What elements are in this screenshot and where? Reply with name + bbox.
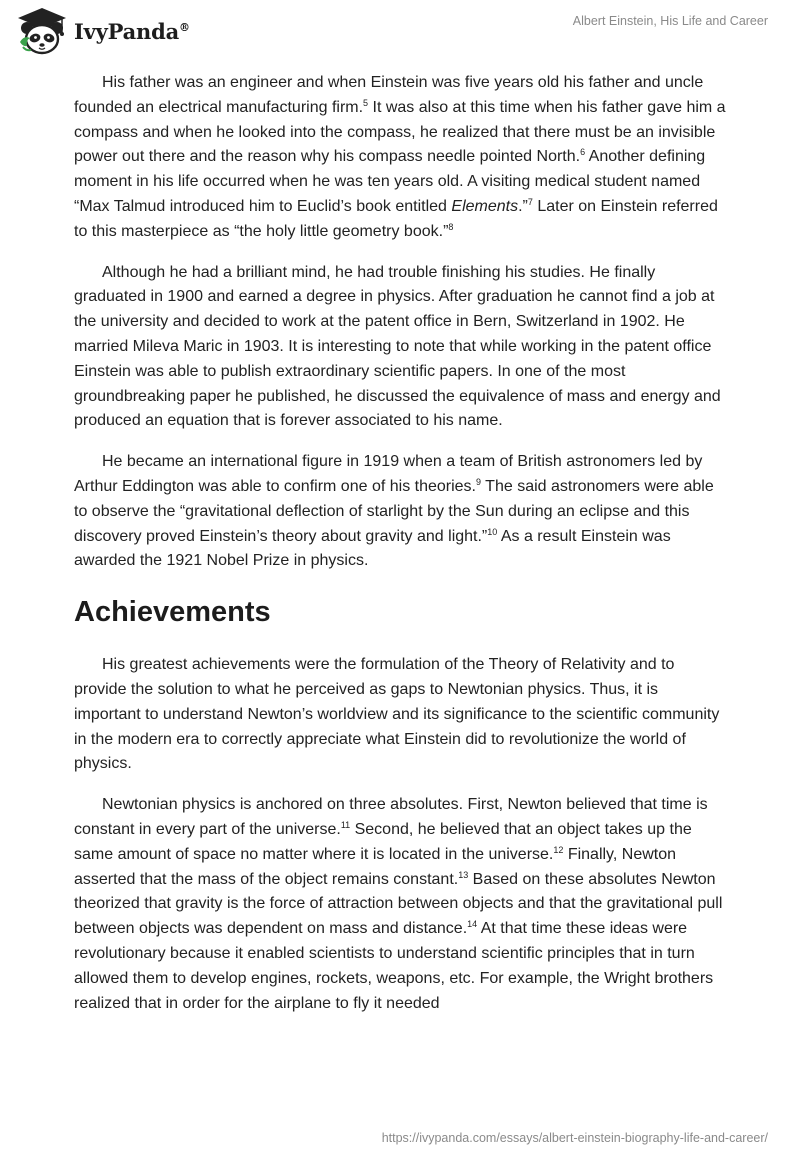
logo-text: IvyPanda®: [74, 18, 190, 44]
text-run: His father was an engineer and when Einstein was five years old his father and uncle founded an electrical manufacturing firm.: [74, 74, 704, 116]
text-run: He became an international figure in 1919 when a team of British astronomers led by Arthur Eddington was able to confirm one of his theories.: [74, 453, 703, 495]
text-run: .”: [518, 197, 528, 215]
text-run: As a result Einstein was awarded the 1921 Nobel Prize in physics.: [74, 527, 671, 570]
footnote-ref: 10: [487, 526, 498, 537]
text-run: Newtonian physics is anchored on three absolutes. First, Newton believed that time is constant in every part of the universe.: [74, 796, 708, 838]
text-run: Although he had a brilliant mind, he had trouble finishing his studies. He finally graduated in 1900 and earned a degree in physics. After graduation he cannot find a job at the university and decided to work at the patent office in Bern, Switzerland in 1902. He married Mileva Maric in 1903. It is interesting to note that while working in the patent office Einstein was able to publish extraordinary scientific papers. In one of the most groundbreaking paper he published, he discussed the equivalence of mass and energy and produced an equation that is forever associated to his name.: [74, 263, 721, 430]
section-heading: Achievements: [74, 596, 271, 629]
footnote-ref: 8: [448, 221, 454, 232]
text-run: The said astronomers were able to observe the “gravitational deflection of starlight by the Sun during an eclipse and this discovery proved Einstein’s theory about gravity and light.”: [74, 477, 714, 545]
text-run: His greatest achievements were the formulation of the Theory of Relativity and to provide the solution to what he perceived as gaps to Newtonian physics. Thus, it is important to understand Newton’s worldview and its significance to the scientific community in the modern era to correctly appreciate what Einstein did to revolutionize the world of physics.: [74, 656, 720, 773]
ivypanda-logo[interactable]: [14, 6, 190, 56]
text-run: It was also at this time when his father gave him a compass and when he looked into the compass, he realized that there must be an invisible power out there and the reason why his compass needle pointed North.: [74, 98, 726, 166]
paragraph: [74, 450, 728, 574]
paragraph: [74, 261, 728, 435]
text-run: Finally, Newton asserted that the mass of the object remains constant.: [74, 845, 677, 888]
footnote-ref: 5: [363, 97, 369, 108]
source-url[interactable]: https://ivypanda.com/essays/albert-einstein-biography-life-and-career/: [381, 1131, 768, 1145]
footnote-ref: 7: [527, 196, 533, 207]
footnote-ref: 11: [340, 819, 351, 830]
registered-mark: ®: [179, 20, 190, 34]
book-title: Elements: [451, 197, 519, 215]
text-run: Later on Einstein referred to this masterpiece as “the holy little geometry book.”: [74, 197, 718, 240]
panda-graduate-icon: [14, 6, 70, 56]
paragraph: [74, 71, 728, 245]
text-run: Another defining moment in his life occurred when he was ten years old. A visiting medical student named “Max Talmud introduced him to Euclid’s book entitled: [74, 148, 706, 215]
essay-body: [74, 71, 728, 1032]
footnote-ref: 14: [467, 919, 478, 930]
document-title: Albert Einstein, His Life and Career: [572, 14, 768, 28]
footnote-ref: 12: [553, 844, 564, 855]
paragraph: [74, 793, 728, 1016]
text-run: Based on these absolutes Newton theorized that gravity is the force of attraction between objects and that the gravitational pull between objects was dependent on mass and distance.: [74, 870, 723, 938]
footnote-ref: 9: [476, 476, 482, 487]
text-run: At that time these ideas were revolutionary because it enabled scientists to understand scientific principles that in turn allowed them to develop engines, rockets, weapons, etc. For example, the Wright brothers realized that in order for the airplane to fly it needed: [74, 920, 714, 1012]
paragraph: [74, 653, 728, 777]
footnote-ref: 6: [580, 147, 586, 158]
text-run: Second, he believed that an object takes up the same amount of space no matter where it is located in the universe.: [74, 820, 692, 863]
page-header: [0, 0, 800, 70]
footnote-ref: 13: [458, 869, 469, 880]
